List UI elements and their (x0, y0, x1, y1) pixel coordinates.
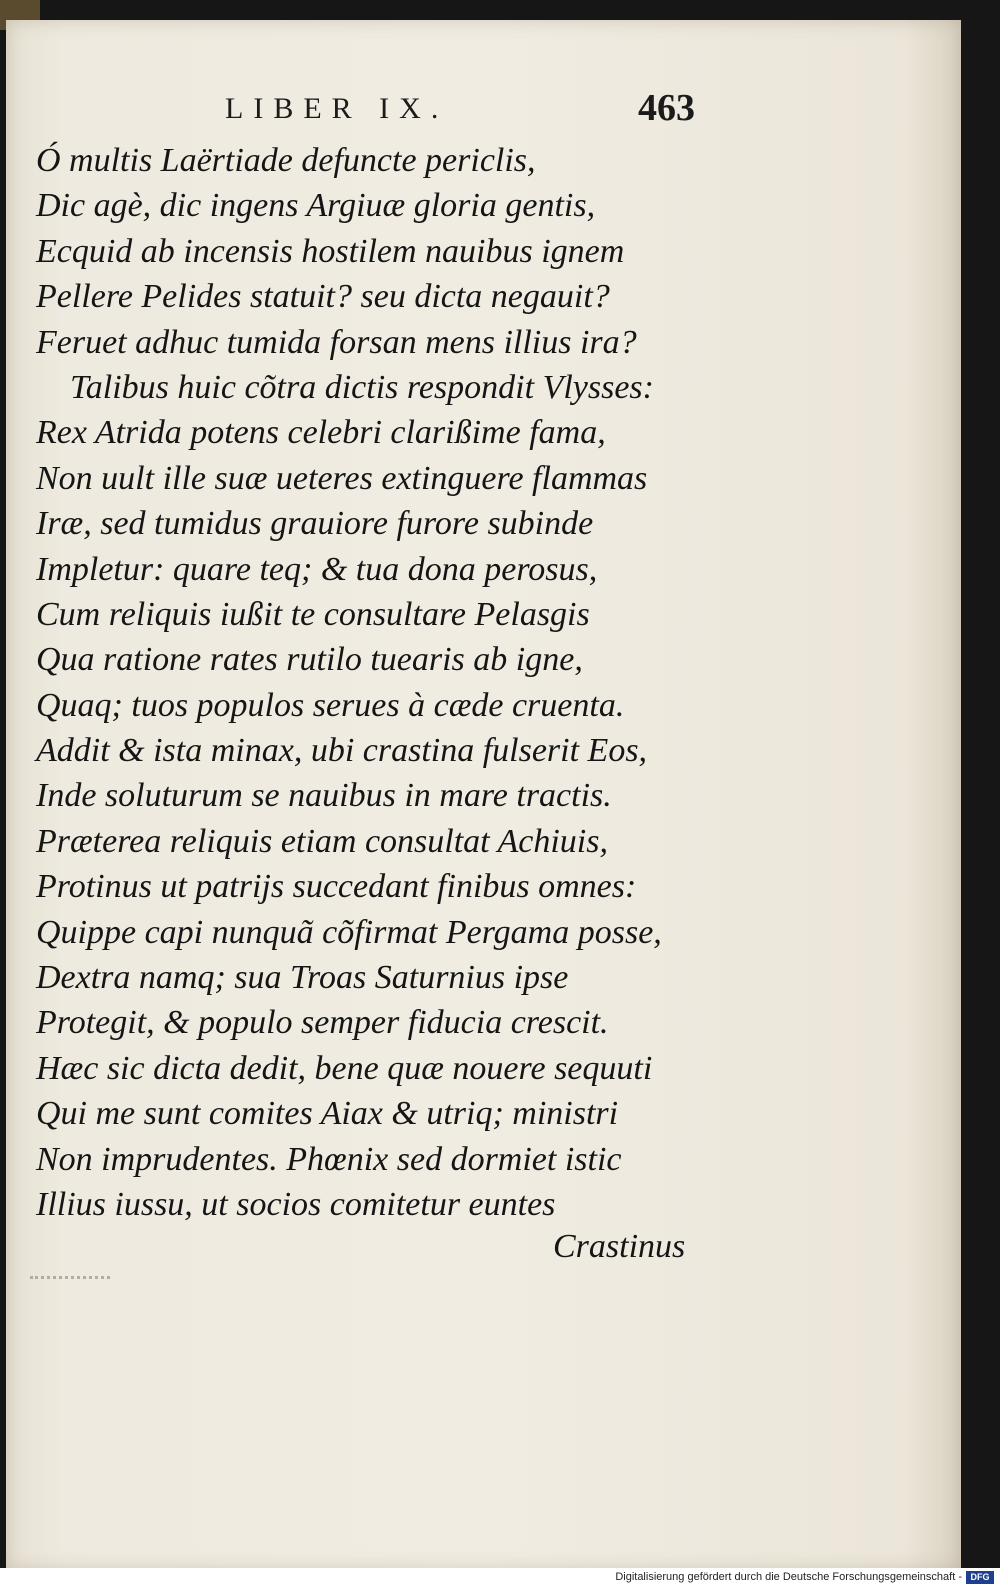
verse-line: Addit & ista minax, ubi crastina fulserit Eos, (36, 732, 648, 770)
verse-line: Inde soluturum se nauibus in mare tractis. (36, 777, 612, 815)
verse-line: Non uult ille suæ ueteres extinguere flammas (36, 459, 648, 497)
verse-line: Hæc sic dicta dedit, bene quæ nouere sequuti (36, 1049, 653, 1087)
verse-line: Qua ratione rates rutilo tuearis ab igne, (36, 641, 583, 679)
footer-credit: Digitalisierung gefördert durch die Deutsche Forschungsgemeinschaft - (615, 1571, 962, 1583)
verse-line: Dic agè, dic ingens Argiuæ gloria gentis, (36, 187, 596, 225)
print-marks (30, 1262, 110, 1279)
verse-line: Iræ, sed tumidus grauiore furore subinde (36, 505, 594, 543)
verse-line: Ecquid ab incensis hostilem nauibus ignem (36, 232, 625, 270)
catchword: Crastinus (553, 1228, 686, 1265)
verse-line: Protegit, & populo semper fiducia crescit. (36, 1004, 609, 1042)
verse-line: Illius iussu, ut socios comitetur euntes (36, 1185, 556, 1223)
verse-line: Ó multis Laërtiade defuncte periclis, (36, 142, 536, 179)
verse-line: Quippe capi nunquã cõfirmat Pergama posse, (36, 913, 662, 951)
verse-line: Præterea reliquis etiam consultat Achiuis, (36, 822, 608, 860)
verse-line: Non imprudentes. Phœnix sed dormiet istic (36, 1140, 622, 1178)
verse-line: Protinus ut patrijs succedant finibus omnes: (36, 868, 637, 906)
verse-line: Rex Atrida potens celebri clarißime fama, (36, 414, 606, 452)
verse-line: Quaq; tuos populos serues à cæde cruenta. (36, 686, 625, 724)
verse-line: Cum reliquis iußit te consultare Pelasgis (36, 595, 590, 633)
running-head: LIBER IX. (225, 92, 449, 125)
verse-line: Feruet adhuc tumida forsan mens illius ira? (36, 323, 637, 361)
verse-line: Impletur: quare teq; & tua dona perosus, (36, 550, 598, 588)
verse-text (36, 138, 706, 1227)
verse-line: Qui me sunt comites Aiax & utriq; ministri (36, 1095, 619, 1133)
page-number: 463 (638, 87, 695, 129)
page-header (225, 87, 695, 136)
dfg-logo: DFG (966, 1571, 994, 1584)
verse-line: Dextra namq; sua Troas Saturnius ipse (36, 959, 569, 997)
verse-line: Pellere Pelides statuit? seu dicta negauit? (36, 278, 610, 316)
digitization-footer (0, 1568, 1000, 1588)
verse-line: Talibus huic cõtra dictis respondit Vlysses: (70, 368, 654, 406)
